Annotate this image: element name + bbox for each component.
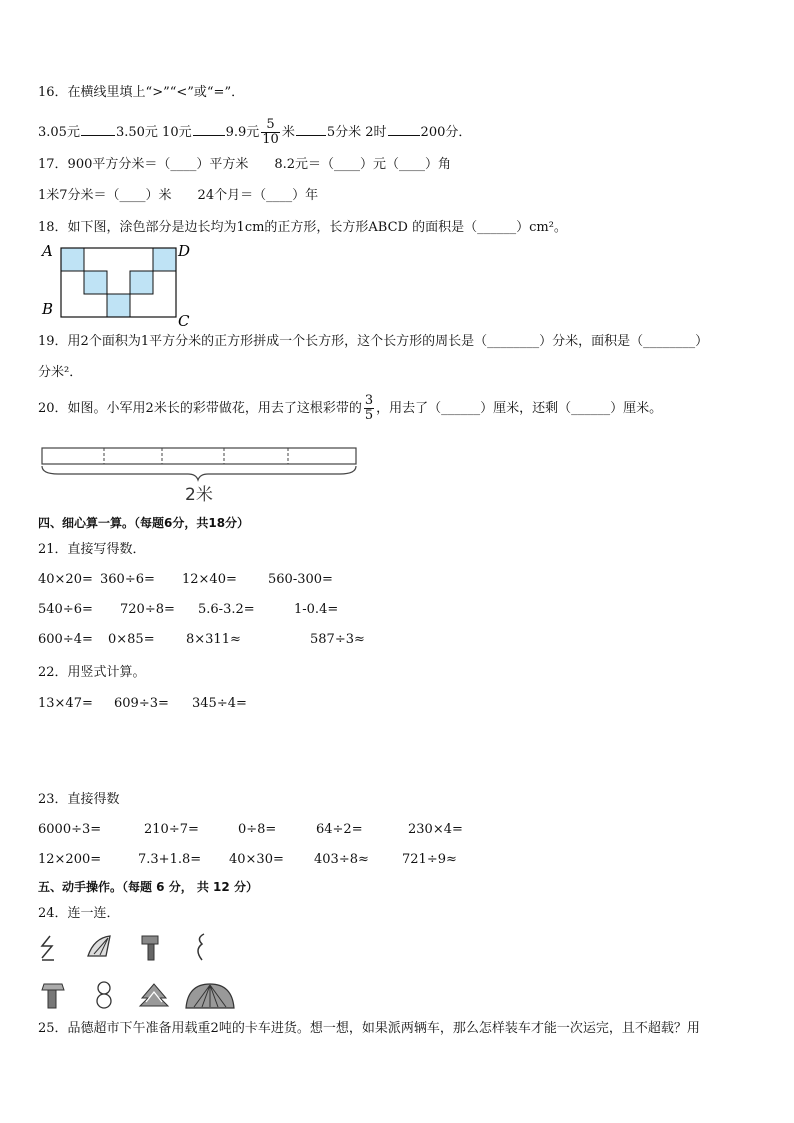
q20-text-b: ，用去了（______）厘米，还剩（______）厘米。 [376,401,663,416]
q18-rectangle-figure [40,240,200,328]
problem: 403÷8≈ [314,852,369,867]
fraction-denominator: 5 [364,408,374,423]
q21-row [38,572,738,590]
problem: 64÷2= [316,822,363,837]
shaded-square [61,248,84,271]
ribbon [42,448,356,464]
umbrella-icon[interactable] [186,984,234,1008]
problem: 40×20= [38,572,93,587]
problem: 720÷8= [120,602,175,617]
q23-row [38,822,738,840]
q23-row [38,852,738,870]
problem: 13×47= [38,696,93,711]
partial-mushroom-icon[interactable] [142,936,158,960]
answer-blank[interactable] [81,123,115,136]
q25-text: 25．品德超市下午准备用载重2吨的卡车进货。想一想，如果派两辆车，那么怎样装车才能一次运完，且不超载？用 [38,1021,700,1036]
q20-ribbon-figure [38,440,362,506]
problem: 8×311≈ [186,632,241,647]
q19-line1: 19．用2个面积为1平方分米的正方形拼成一个长方形，这个长方形的周长是（________）分米，面积是（________） [38,334,709,349]
answer-blank[interactable] [193,123,225,136]
brace [42,466,356,480]
problem: 540÷6= [38,602,93,617]
problem: 560-300= [268,572,333,587]
q16-line [38,118,471,147]
problem: 12×40= [182,572,237,587]
q16-fraction [261,118,280,147]
q22-title: 22．用竖式计算。 [38,665,146,680]
problem: 0×85= [108,632,155,647]
problem: 40×30= [229,852,284,867]
q22-row [38,696,738,714]
problem: 7.3+1.8= [138,852,202,867]
q21-row [38,632,738,650]
q16-a3: 10元 [162,125,192,140]
answer-blank[interactable] [388,123,420,136]
q16-a6: 5分米 [326,125,362,140]
problem: 609÷3= [114,696,169,711]
fraction-numerator: 3 [364,393,374,408]
q17-line2: 1米7分米＝（____）米 24个月＝（____）年 [38,188,319,203]
label-b: B [42,300,54,318]
problem: 587÷3≈ [310,632,365,647]
shaded-square [130,271,153,294]
fraction-denominator: 10 [262,132,279,147]
q19-line2: 分米²． [38,365,83,380]
answer-blank[interactable] [296,123,326,136]
section4-title: 四、细心算一算。（每题6分，共18分） [38,516,250,530]
label-a: A [42,242,53,260]
problem: 230×4= [408,822,463,837]
shaded-square [107,294,130,317]
shaded-square [153,248,176,271]
q16-a1: 3.05元 [38,125,80,140]
problem: 1-0.4= [294,602,339,617]
shaded-square [84,271,107,294]
q16-a7: 2时 [365,125,387,140]
label-d: D [178,242,191,260]
q16-a2: 3.50元 [115,125,158,140]
q24-partial-views [38,930,238,966]
q20-fraction [364,394,374,423]
problem: 0÷8= [238,822,277,837]
problem: 210÷7= [144,822,199,837]
q21-title: 21．直接写得数． [38,542,146,557]
q20-text-a: 20．如图。小军用2米长的彩带做花，用去了这根彩带的 [38,401,362,416]
fraction-numerator: 5 [261,118,280,133]
problem: 345÷4= [192,696,247,711]
q17-line1: 17．900平方分米＝（____）平方米 8.2元＝（____）元（____）角 [38,157,452,172]
problem: 12×200= [38,852,102,867]
q20-line [38,394,662,424]
q16-a5: 米 [281,125,295,140]
q21-row [38,602,738,620]
mushroom-icon[interactable] [42,984,64,1008]
tree-icon[interactable] [140,984,168,1006]
q16-title: 16．在横线里填上“>”“<”或“=”． [38,85,245,100]
partial-lines-icon[interactable] [42,936,54,960]
problem: 600÷4= [38,632,93,647]
q24-title: 24．连一连． [38,906,120,921]
ribbon-length-label: 2米 [185,485,213,505]
snowman-icon[interactable] [97,982,111,1008]
partial-umbrella-icon[interactable] [88,936,110,956]
problem: 6000÷3= [38,822,102,837]
q16-a8: 200分． [420,125,472,140]
problem: 721÷9≈ [402,852,457,867]
section5-title: 五、动手操作。（每题 6 分， 共 12 分） [38,880,258,894]
q18-title: 18．如下图，涂色部分是边长均为1cm的正方形，长方形ABCD 的面积是（______）cm²。 [38,220,567,235]
problem: 360÷6= [100,572,155,587]
q24-full-objects [38,980,248,1010]
problem: 5.6-3.2= [198,602,255,617]
q23-title: 23．直接得数 [38,792,120,807]
partial-snowman-icon[interactable] [198,934,204,960]
q16-a4: 9.9元 [225,125,260,140]
label-c: C [178,312,190,328]
